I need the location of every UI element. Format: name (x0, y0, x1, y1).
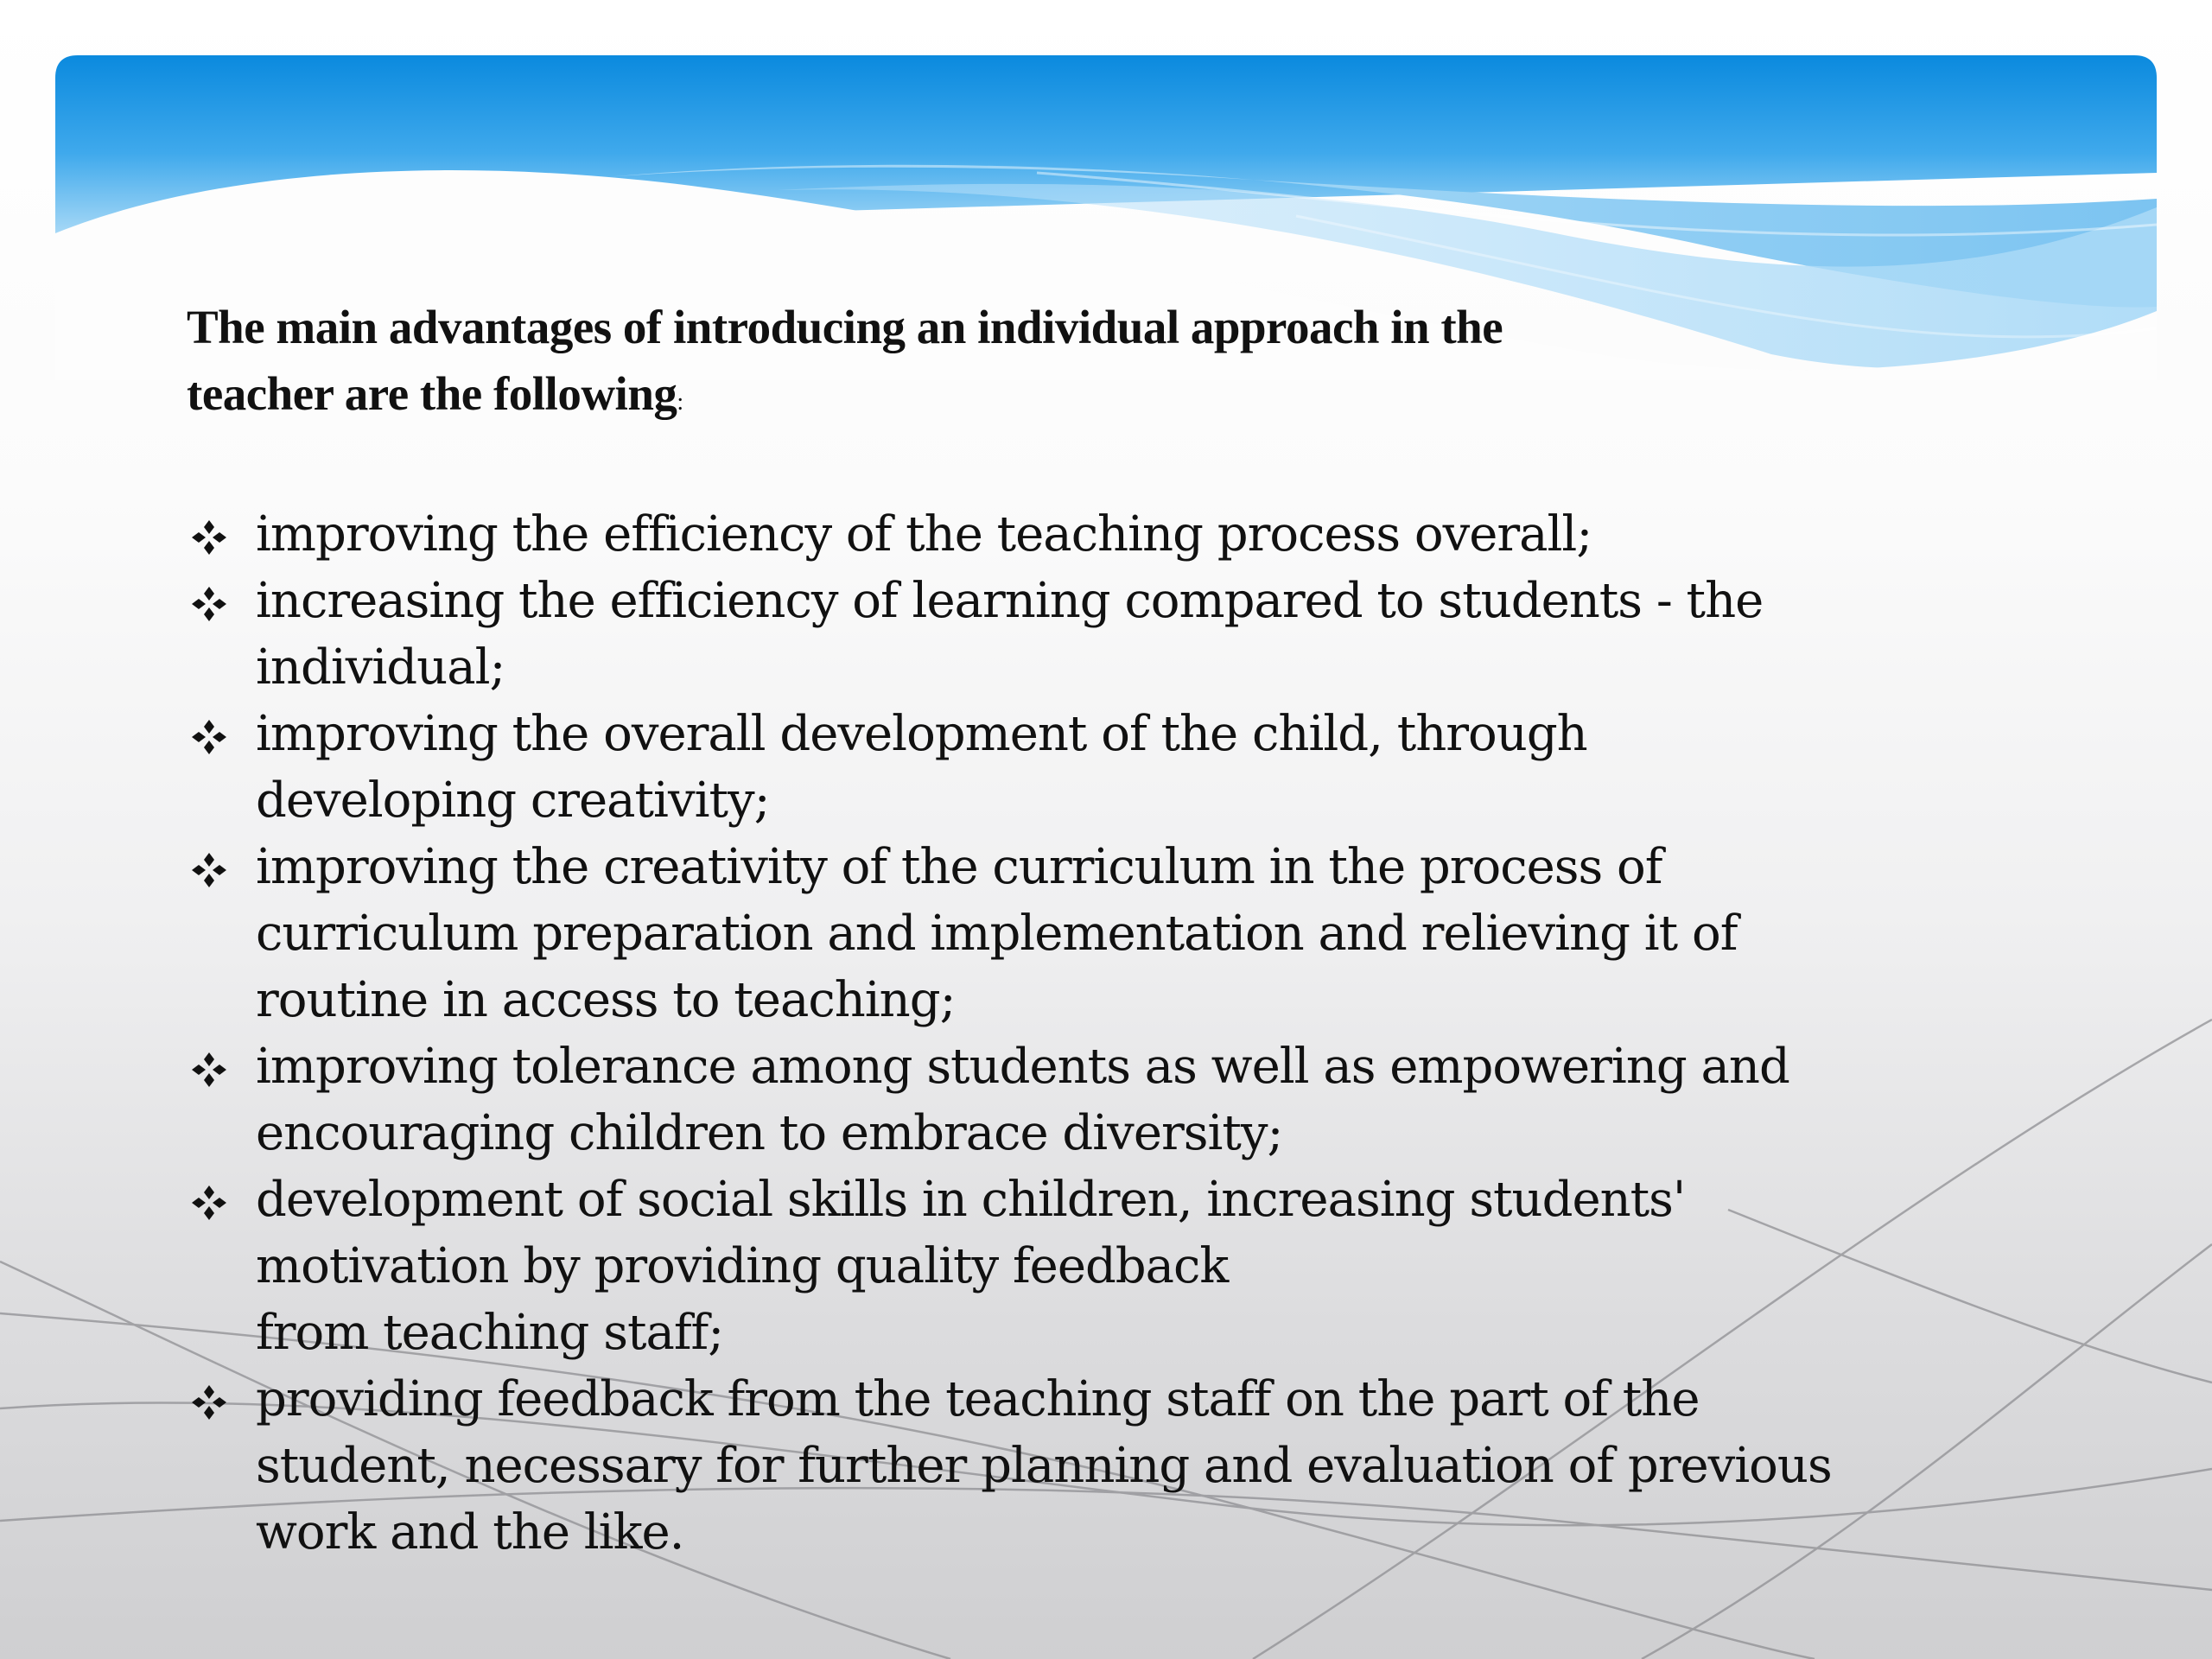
list-item (187, 1166, 1915, 1366)
four-diamond-bullet-icon (190, 1184, 228, 1222)
list-item-text: development of social skills in children, increasing students' motivation by providing quality feedback from teaching staff; (256, 1172, 1686, 1361)
four-diamond-bullet-icon (190, 1383, 228, 1421)
advantages-list (187, 501, 1915, 1566)
list-item-text: increasing the efficiency of learning compared to students - the individual; (256, 573, 1764, 696)
four-diamond-bullet-icon (190, 851, 228, 889)
list-item (187, 701, 1915, 834)
list-item-text: improving the overall development of the child, through developing creativity; (256, 706, 1587, 829)
list-item (187, 834, 1915, 1033)
list-item (187, 1366, 1915, 1566)
list-item (187, 1033, 1915, 1166)
four-diamond-bullet-icon (190, 1051, 228, 1089)
list-item-text: improving the efficiency of the teaching process overall; (256, 506, 1592, 563)
four-diamond-bullet-icon (190, 718, 228, 756)
heading-line-1: The main advantages of introducing an individual approach in the (187, 301, 1503, 353)
heading-line-2: teacher are the following (187, 367, 677, 420)
list-item (187, 568, 1915, 701)
slide-heading (187, 294, 1915, 435)
slide-content (187, 294, 1915, 1566)
four-diamond-bullet-icon (190, 518, 228, 556)
list-item-text: improving the creativity of the curriculum in the process of curriculum preparation and implementation and relieving it of routine in access to teaching; (256, 839, 1738, 1028)
list-item (187, 501, 1915, 568)
list-item-text: improving tolerance among students as well as empowering and encouraging children to embrace diversity; (256, 1039, 1789, 1161)
list-item-text: providing feedback from the teaching staff on the part of the student, necessary for further planning and evaluation of previous work and the like. (256, 1371, 1832, 1560)
four-diamond-bullet-icon (190, 585, 228, 623)
heading-colon: : (677, 389, 683, 416)
